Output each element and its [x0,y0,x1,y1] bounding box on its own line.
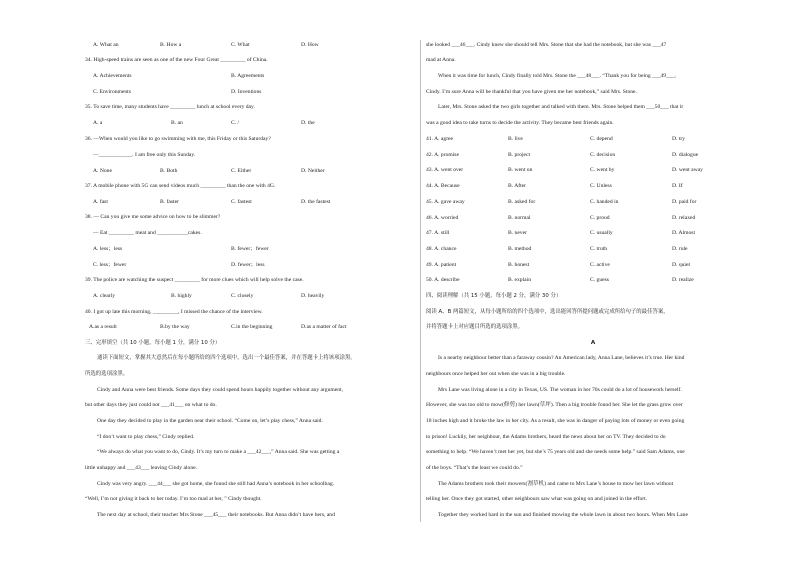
option: C. depend [590,136,613,142]
option: C. proud [590,214,610,221]
question-option-a: 48. A. chance [426,245,457,252]
cloze-paragraph-line: Cindy was very angry. ___44___ she got home, she found she still had Anna’s notebook in her schoolbag. [97,481,335,487]
passage-line: neighbours once helped her out when she was in a big trouble. [426,371,566,377]
option: B. After [508,183,527,190]
question-option-a: 50. A. describe [426,277,460,284]
option: A. What an [93,42,119,48]
option: D. heavily [301,293,325,299]
left-column [85,0,417,562]
option: C. active [590,261,610,268]
question-36: 36. —When would you like to go swimming with me, this Friday or this Saturday? [85,136,271,142]
option: D. the [301,120,315,126]
option: D. rule [672,245,688,252]
option: A. Achievements [93,73,132,79]
option: C. guess [590,277,609,284]
option: D. try [672,136,686,142]
question-37: 37. A mobile phone with 5G can send videos much _________ than the one with 4G. [85,183,276,189]
option: B. normal [508,214,531,221]
question-option-a: 45. A. gave away [426,198,465,205]
question-35: 35. To save time, many students have _________ lunch at school every day. [85,104,255,110]
option: B. asked for [508,198,536,205]
cloze-paragraph-line: little unhappy and ___43___ leaving Cindy alone. [85,465,198,471]
option: D.as a matter of fact [301,324,347,330]
option: B. never [508,230,527,237]
option: B. explain [508,277,531,284]
option: C.in the beginning [231,324,273,330]
option: D. fewer；less [231,262,265,268]
cloze-paragraph-line: One day they decided to play in the garden near their school. “Come on, let’s play chess,” Anna said. [97,418,323,424]
option: A. None [93,168,112,174]
option: D. realize [672,277,694,284]
option: C. / [231,120,240,126]
cloze-paragraph-line: The next day at school, their teacher Mrs Stone ___45___ their notebooks. But Anna didn’t have hers, and [97,512,335,518]
option: B. an [171,120,183,126]
option: D. the fastest [301,199,331,205]
cloze-paragraph-line: was a good idea to take turns to decide the activity. They became best friends again. [426,120,614,126]
option: B. faster [160,199,179,205]
cloze-paragraph-line: but other days they just could not ___41___ on what to do. [85,402,217,408]
option: C. less；fewer [93,262,127,268]
option: C. Either [231,168,252,174]
option: B. project [508,151,531,158]
option: B. How a [160,42,182,48]
option: D. relaxed [672,214,696,221]
option: B. fewer；fewer [231,246,269,252]
question-34: 34. High-speed trains are seen as one of the new Four Great _________ of China. [85,57,268,63]
option: B. Both [160,168,178,174]
option: B. went on [508,167,533,174]
option: A. fast [93,199,108,205]
section-4-title: 四、阅读理解（共 15 小题，每小题 2 分，满分 30 分） [426,293,562,299]
column-divider [420,40,421,522]
question-option-a: 42. A. promise [426,151,459,158]
question-option-a: 47. A. still [426,230,450,237]
passage-line: 18 inches high and it broke the law in her city. As a result, she was in danger of paying lots of money or even going [426,418,685,424]
option: B. Agreements [231,73,265,79]
question-option-a: 43. A. went over [426,167,464,174]
cloze-paragraph-line: “Well, I’m not giving it back to her today. I’m too mad at her, ” Cindy thought. [85,496,262,502]
option: C. usually [590,230,613,237]
cloze-paragraph-line: mad at Anna. [426,57,456,63]
option: C. closely [231,293,254,299]
cloze-paragraph-line: “I don’t want to play chess,” Cindy replied. [97,434,195,440]
cloze-paragraph-line: When it was time for lunch, Cindy finally told Mrs. Stone the ___48___. “Thank you for being ___49___, [438,73,676,79]
option: D. dialogue [672,151,699,158]
option: C. handed in [590,198,619,205]
option: D. went away [672,167,703,174]
section-3-instructions: 通读下面短文，掌握其大意然后在每小题所给的四个选项中，选出一个最佳答案，并在答题卡上将该项涂黑。 [97,355,356,361]
question-38-reply: — Eat _________ meat and ___________cakes. [93,230,202,236]
option: B. honest [508,261,530,268]
option: B. method [508,245,532,252]
option: D. Inventions [231,89,262,95]
option: A. clearly [93,293,116,299]
question-36-reply: —____________. I am free only this Sunday. [93,152,196,158]
option: A. a [93,120,103,126]
passage-label: A [590,340,596,346]
passage-line: something to help. “We haven’t met her yet, but she’s 75 years old and she needs some help.” said Sam Adams, one [426,449,685,455]
option: B. live [508,136,523,142]
question-option-a: 49. A. patient [426,261,457,268]
option: C. decision [590,151,616,158]
passage-line: Is a nearby neighbour better than a faraway cousin? An American lady, Anna Lane, believes it’s true. Her kind [438,355,685,361]
option: C. Environments [93,89,131,95]
option: D. If [672,183,683,190]
option: C. What [231,42,250,48]
option: A.as a result [89,324,117,330]
question-option-a: 41. A. agree [426,136,454,142]
right-column [426,0,760,562]
option: A. less；less [93,246,123,252]
option: D. Neither [301,168,325,174]
question-39: 39. The police are watching the suspect _________ for more clues which will help solve the case. [85,277,304,283]
section-3-title: 三、完形填空（共 10 小题，每小题 1 分，满分 10 分） [85,340,221,346]
passage-line: to prison! Luckily, her neighbour, the Adams brothers, heard the news about her on TV. They decided to do [426,434,666,440]
question-option-a: 46. A. worried [426,214,459,221]
section-4-instructions-cont: 并将答题卡上对应题目所选的选项涂黑。 [426,324,524,330]
passage-line: telling her. Once they got started, other neighbours saw what was going on and joined in the effort. [426,496,648,502]
option: C. went by [590,167,615,174]
cloze-paragraph-line: Cindy and Anna were best friends. Some days they could spend hours happily together without any argument, [97,387,343,393]
section-4-instructions: 阅读 A、B 两篇短文，从每小题所给的四个选项中，选出能回答所提问题或完成所给句子的最佳答案， [426,309,669,315]
option: C. truth [590,245,608,252]
question-38: 38. — Can you give me some advice on how to be slimmer? [85,214,221,220]
option: D. Almost [672,230,696,237]
section-3-instructions-cont: 所选的选项涂黑。 [85,371,129,377]
question-40: 40. I got up late this morning, _________, I missed the chance of the interview. [85,309,263,315]
cloze-paragraph-line: “We always do what you want to do, Cindy. It’s my turn to make a ___42___,” Anna said. She was getting a [97,449,340,455]
cloze-paragraph-line: Later, Mrs. Stone asked the two girls together and talked with them. Mrs. Stone helped them ___50___ that it [438,104,683,110]
passage-line: Together they worked hard in the sun and finished mowing the whole lawn in about two hours. When Mrs Lane [438,512,688,518]
passage-line: The Adams brothers took their mowers(割草机) and came to Mrs Lane’s house to mow her lawn without [438,481,674,487]
option: C. fastest [231,199,252,205]
option: B.by the way [160,324,190,330]
passage-line: of the boys. “That’s the least we could do.” [426,465,523,471]
passage-line: However, she was too old to mow(修剪) her lawn(草坪). Then a big trouble found her. She let the grass grow over [426,402,683,408]
cloze-paragraph-line: she looked ___46___. Cindy knew she should tell Mrs. Stone that she had the notebook, but she was ___47 [426,42,667,48]
option: C. Unless [590,183,612,190]
cloze-paragraph-line: Cindy. I’m sure Anna will be thankful that you have given me her notebook,” said Mrs. Stone. [426,89,637,95]
passage-line: Mrs Lane was living alone in a city in Texas, US. The woman in her 70s could do a lot of housework herself. [438,387,682,393]
question-option-a: 44. A. Because [426,183,460,190]
option: B. highly [171,293,192,299]
option: D. quiet [672,261,691,268]
option: D. How [301,42,319,48]
option: D. paid for [672,198,697,205]
